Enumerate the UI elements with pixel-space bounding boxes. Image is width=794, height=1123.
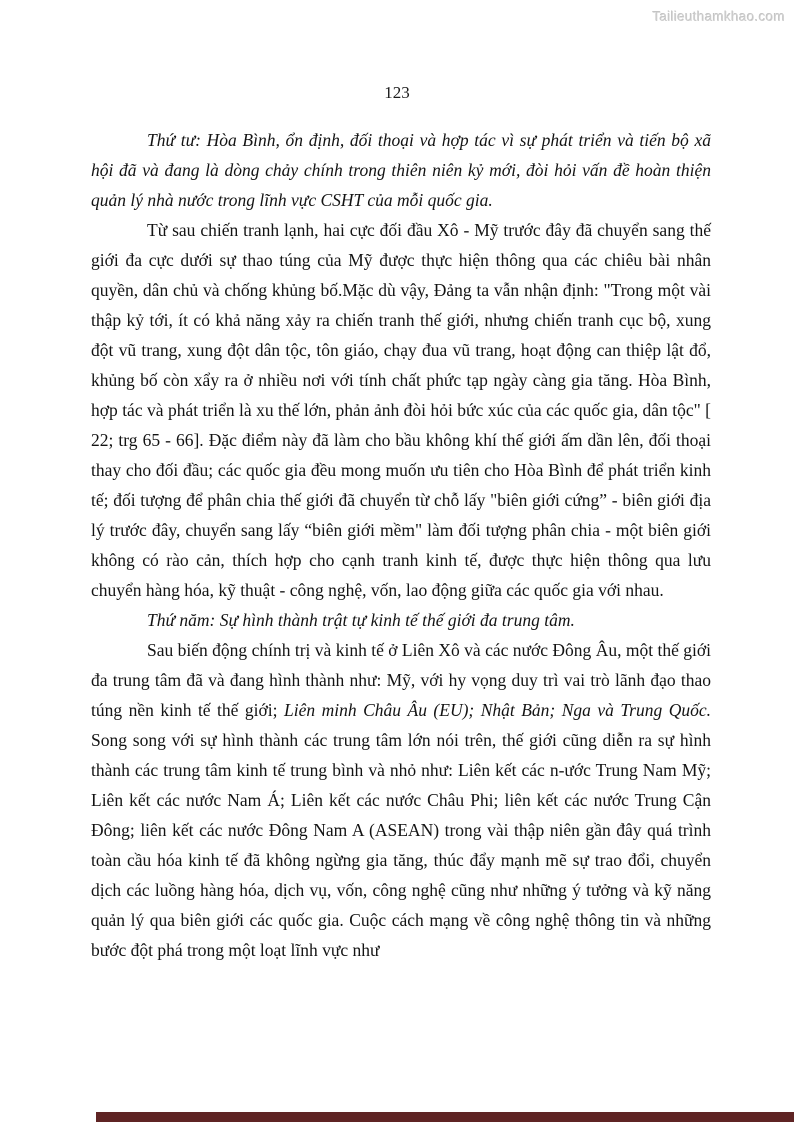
watermark: Tailieuthamkhao.com (652, 9, 785, 24)
italic-text: Thứ năm: Sự hình thành trật tự kinh tế thế giới đa trung tâm. (147, 610, 575, 630)
page-number: 123 (384, 83, 410, 102)
italic-text: Liên minh Châu Âu (EU); Nhật Bản; Nga và Trung Quốc. (284, 700, 712, 720)
italic-text: Thứ tư: Hòa Bình, ổn định, đối thoại và hợp tác vì sự phát triển và tiến bộ xã hội đã và đang là dòng chảy chính trong thiên niên kỷ mới, đòi hỏi vấn đề hoàn thiện quản lý nhà nước trong lĩnh vực CSHT của mỗi quốc gia. (91, 130, 711, 210)
paragraph (91, 125, 711, 215)
paragraph (91, 605, 711, 635)
body-text: Từ sau chiến tranh lạnh, hai cực đối đầu Xô - Mỹ trước đây đã chuyển sang thế giới đa cực dưới sự thao túng của Mỹ được thực hiện thông qua các chiêu bài nhân quyền, dân chủ và chống khủng bố.Mặc dù vậy, Đảng ta vẫn nhận định: "Trong một vài thập kỷ tới, ít có khả năng xảy ra chiến tranh thế giới, nhưng chiến tranh cục bộ, xung đột vũ trang, xung đột dân tộc, tôn giáo, chạy đua vũ trang, hoạt động can thiệp lật đổ, khủng bố còn xẩy ra ở nhiều nơi với tính chất phức tạp ngày càng gia tăng. Hòa Bình, hợp tác và phát triển là xu thế lớn, phản ảnh đòi hỏi bức xúc của các quốc gia, dân tộc" [ 22; trg 65 - 66]. Đặc điểm này đã làm cho bầu không khí thế giới ấm dần lên, đối thoại thay cho đối đầu; các quốc gia đều mong muốn ưu tiên cho Hòa Bình để phát triển kinh tế; đối tượng để phân chia thế giới đã chuyển từ chỗ lấy "biên giới cứng” - biên giới địa lý trước đây, chuyển sang lấy “biên giới mềm" làm đối tượng phân chia - một biên giới không có rào cản, thích hợp cho cạnh tranh kinh tế, được thực hiện thông qua lưu chuyển hàng hóa, kỹ thuật - công nghệ, vốn, lao động giữa các quốc gia với nhau. (91, 220, 711, 600)
paragraph (91, 215, 711, 605)
footer-bar (96, 1112, 794, 1122)
body-text: Sau biến động chính trị và kinh tế ở Liên Xô và các nước Đông Âu, một thế giới đa trung tâm đã và đang hình thành như: Mỹ, với hy vọng duy trì vai trò lãnh đạo thao túng nền kinh tế thế giới; (91, 640, 711, 720)
paragraph (91, 635, 711, 965)
body-text: Song song với sự hình thành các trung tâm lớn nói trên, thế giới cũng diễn ra sự hình thành các trung tâm kinh tế trung bình và nhỏ như: Liên kết các n-ước Trung Nam Mỹ; Liên kết các nước Nam Á; Liên kết các nước Châu Phi; liên kết các nước Trung Cận Đông; liên kết các nước Đông Nam A (ASEAN) trong vài thập niên gần đây quá trình toàn cầu hóa kinh tế đã không ngừng gia tăng, thúc đẩy mạnh mẽ sự trao đổi, chuyển dịch các luồng hàng hóa, dịch vụ, vốn, công nghệ cũng như những ý tưởng và kỹ năng quản lý qua biên giới các quốc gia. Cuộc cách mạng về công nghệ thông tin và những bước đột phá trong một loạt lĩnh vực như (91, 730, 711, 960)
document-body (91, 125, 711, 965)
